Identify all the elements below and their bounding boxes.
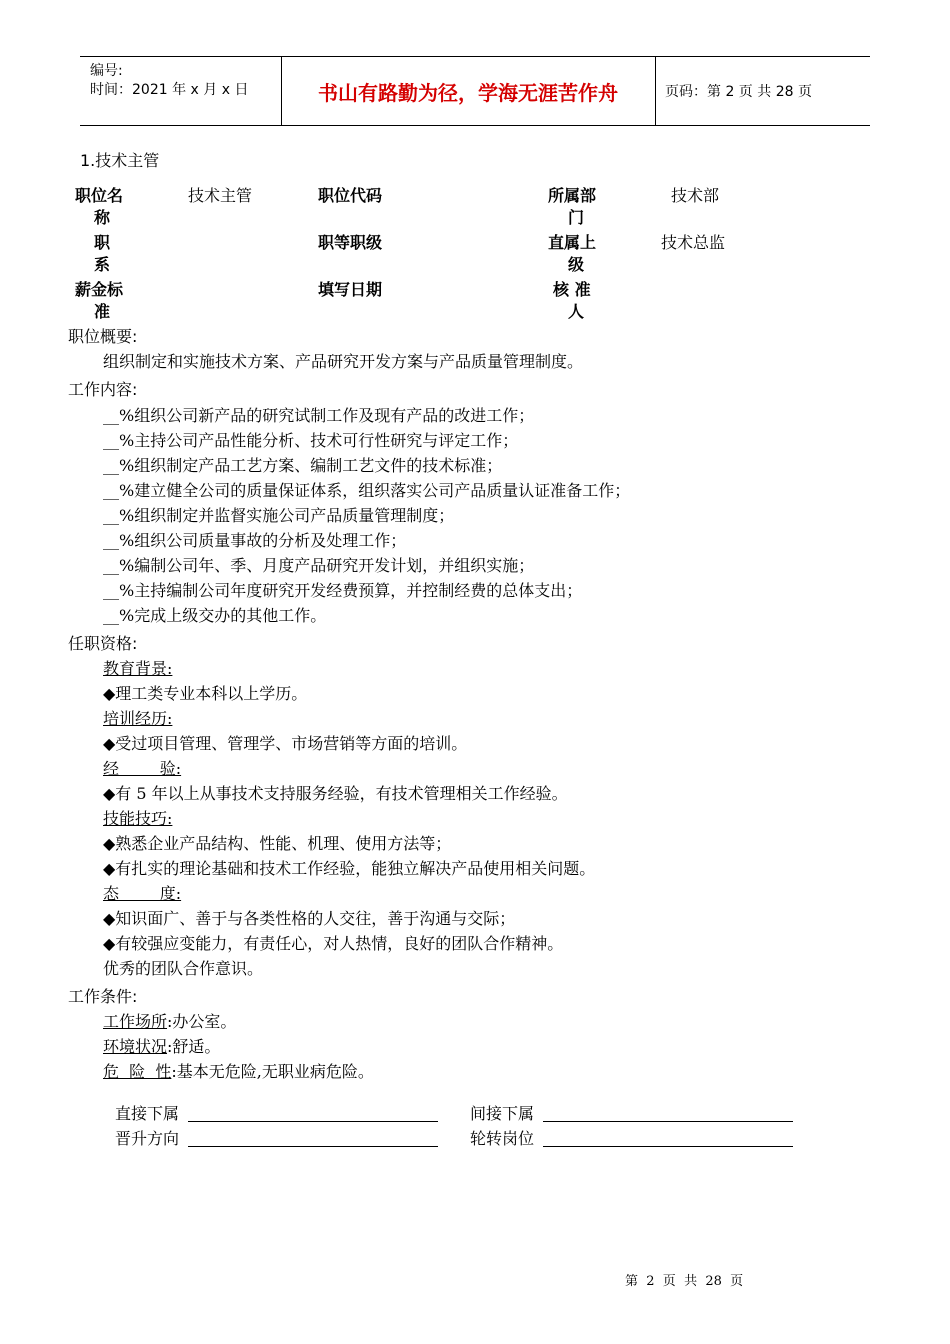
direct-subordinate-label: 直接下属 [115,1104,180,1123]
value-department: 技术部 [671,186,720,205]
summary-heading: 职位概要: [68,327,138,346]
workplace-line [103,1009,236,1032]
experience-label: 经 验: [103,759,182,778]
label-supervisor-cont: 级 [568,255,585,274]
summary-text: 组织制定和实施技术方案、产品研究开发方案与产品质量管理制度。 [103,352,584,371]
work-item: __%组织公司质量事故的分析及处理工作； [103,531,407,550]
promotion-field[interactable] [188,1146,438,1147]
label-position-name-cont: 称 [94,208,111,227]
label-salary: 薪金标 [75,280,124,299]
work-item: __%组织公司新产品的研究试制工作及现有产品的改进工作； [103,406,535,425]
label-fill-date: 填写日期 [318,280,383,299]
workplace-value: :办公室。 [167,1012,237,1031]
page-header [80,56,870,126]
work-heading: 工作内容: [68,380,138,399]
work-item: __%主持公司产品性能分析、技术可行性研究与评定工作； [103,431,519,450]
training-item: ◆受过项目管理、管理学、市场营销等方面的培训。 [103,734,468,753]
environment-line [103,1034,220,1057]
conditions-heading: 工作条件: [68,987,138,1006]
risk-label: 危 险 性 [103,1062,172,1081]
label-approver: 核 准 [553,280,591,299]
attitude-item: ◆知识面广、善于与各类性格的人交往，善于沟通与交际； [103,909,516,928]
indirect-subordinate-field[interactable] [543,1121,793,1122]
indirect-subordinate-label: 间接下属 [470,1104,535,1123]
value-supervisor: 技术总监 [661,233,726,252]
doc-time-label: 时间：2021 年 x 月 x 日 [90,82,249,98]
rotation-field[interactable] [543,1146,793,1147]
label-department: 所属部 [548,186,597,205]
work-item: __%完成上级交办的其他工作。 [103,606,327,625]
risk-line [103,1059,374,1082]
label-job-family-cont: 系 [94,255,111,274]
rotation-label: 轮转岗位 [470,1129,535,1148]
qualification-heading: 任职资格: [68,634,138,653]
work-item: __%建立健全公司的质量保证体系，组织落实公司产品质量认证准备工作； [103,481,631,500]
education-item: ◆理工类专业本科以上学历。 [103,684,308,703]
page-footer: 第 2 页 共 28 页 [625,1274,744,1289]
label-position-name: 职位名 [75,186,124,205]
label-position-code: 职位代码 [318,186,383,205]
risk-value: :基本无危险,无职业病危险。 [171,1062,374,1081]
training-label: 培训经历: [103,709,173,728]
education-label: 教育背景: [103,659,173,678]
section-title: 1.技术主管 [80,151,160,170]
attitude-item: ◆有较强应变能力，有责任心，对人热情，良好的团队合作精神。 [103,934,564,953]
header-divider [655,57,656,125]
skill-label: 技能技巧: [103,809,173,828]
skill-item: ◆熟悉企业产品结构、性能、机理、使用方法等； [103,834,452,853]
work-item: __%组织制定并监督实施公司产品质量管理制度； [103,506,455,525]
doc-number-label: 编号: [90,63,123,79]
attitude-item: 优秀的团队合作意识。 [103,959,264,978]
promotion-label: 晋升方向 [115,1129,180,1148]
label-salary-cont: 准 [94,302,111,321]
workplace-label: 工作场所 [103,1012,168,1031]
work-item: __%主持编制公司年度研究开发经费预算，并控制经费的总体支出； [103,581,583,600]
label-supervisor: 直属上 [548,233,597,252]
experience-item: ◆有 5 年以上从事技术支持服务经验，有技术管理相关工作经验。 [103,784,568,803]
label-grade: 职等职级 [318,233,383,252]
header-page-label: 页码：第 2 页 共 28 页 [665,84,812,100]
skill-item: ◆有扎实的理论基础和技术工作经验，能独立解决产品使用相关问题。 [103,859,596,878]
work-item: __%编制公司年、季、月度产品研究开发计划，并组织实施； [103,556,535,575]
environment-value: :舒适。 [167,1037,221,1056]
label-job-family: 职 [94,233,111,252]
direct-subordinate-field[interactable] [188,1121,438,1122]
work-item: __%组织制定产品工艺方案、编制工艺文件的技术标准； [103,456,503,475]
label-department-cont: 门 [568,208,585,227]
label-approver-cont: 人 [568,302,585,321]
attitude-label: 态 度: [103,884,182,903]
value-position-name: 技术主管 [188,186,253,205]
header-motto: 书山有路勤为径，学海无涯苦作舟 [318,80,618,105]
environment-label: 环境状况 [103,1037,168,1056]
